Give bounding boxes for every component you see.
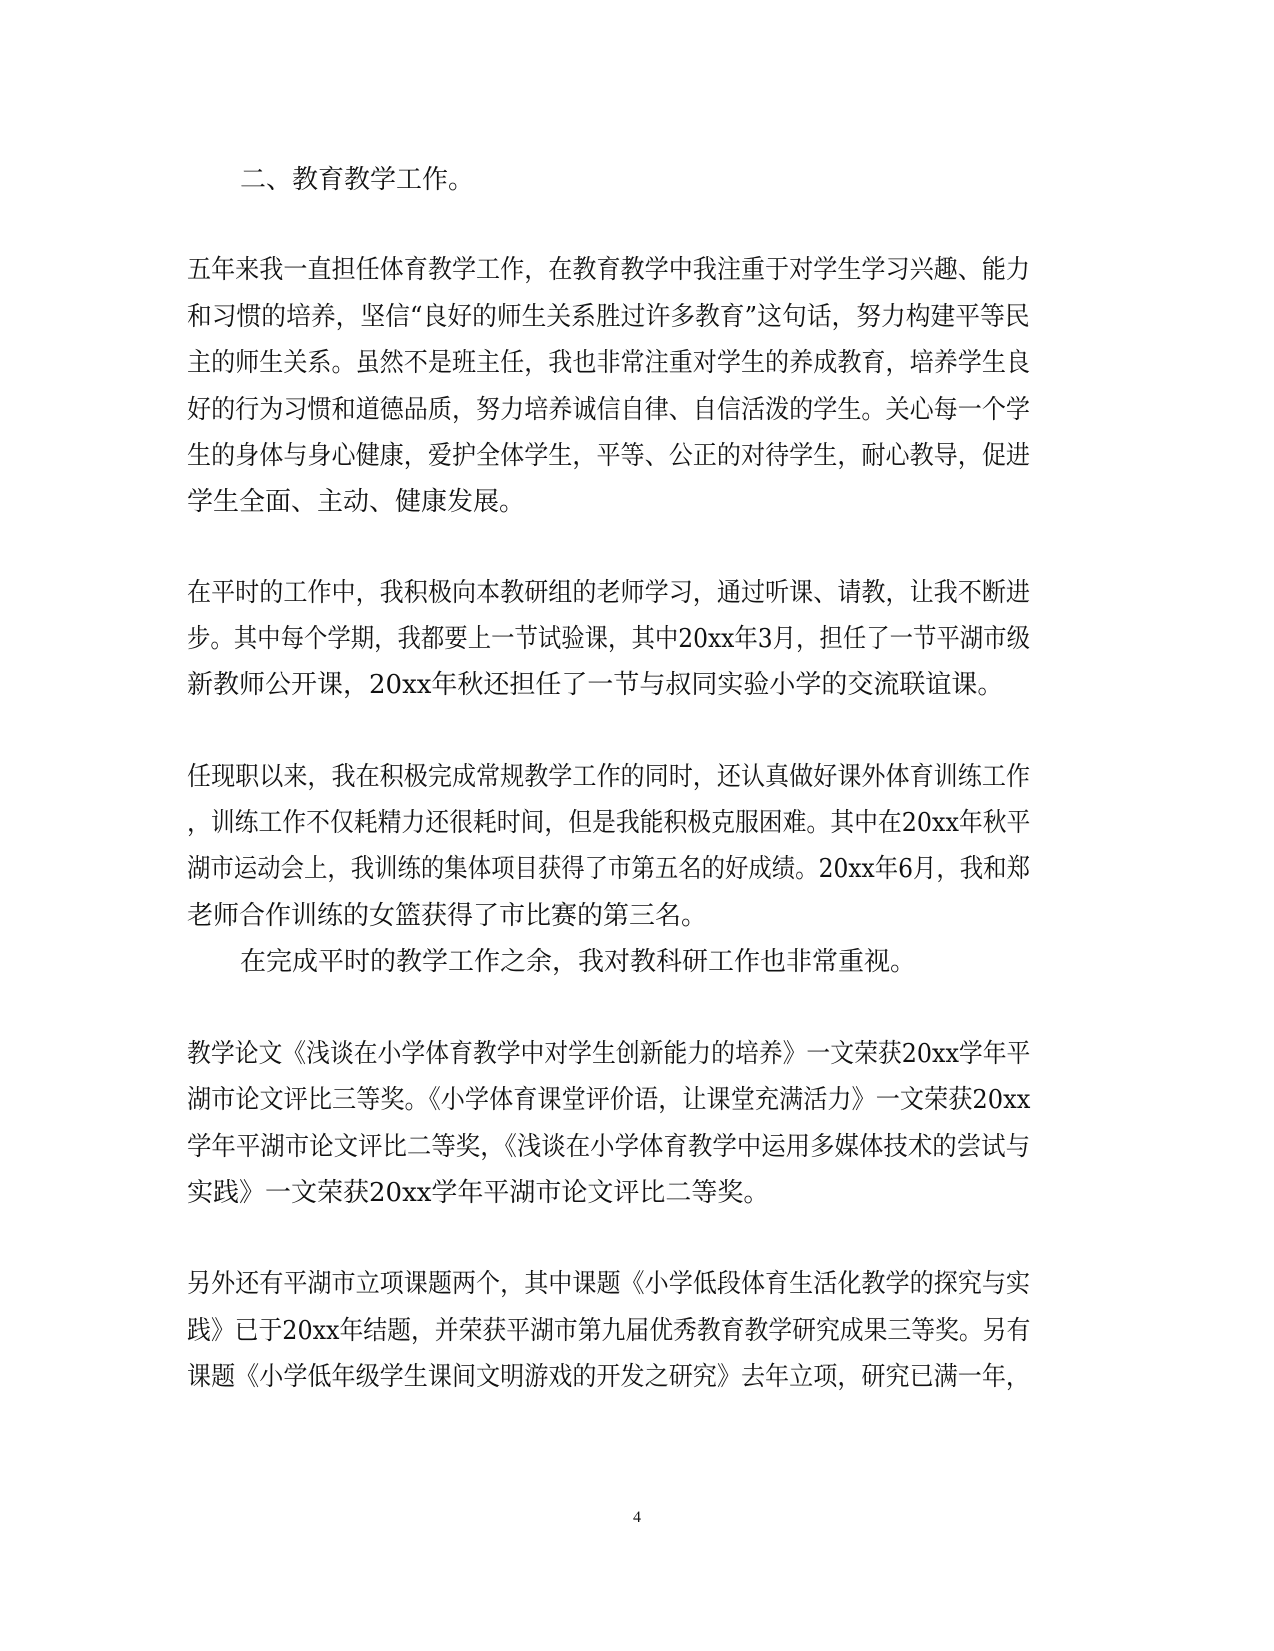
paragraph-6-line-1: 另外还有平湖市立项课题两个，其中课题《小学低段体育生活化教学的探究与实 [187, 1269, 1031, 1299]
paragraph-3-line-2: ，训练工作不仅耗精力还很耗时间，但是我能积极克服困难。其中在20xx年秋平 [187, 808, 1031, 838]
paragraph-1-line-2: 和习惯的培养，坚信“良好的师生关系胜过许多教育”这句话，努力构建平等民 [187, 302, 1030, 332]
paragraph-5-line-3: 学年平湖市论文评比二等奖，《浅谈在小学体育教学中运用多媒体技术的尝试与 [187, 1132, 1031, 1162]
paragraph-5-line-4: 实践》一文荣获20xx学年平湖市论文评比二等奖。 [187, 1178, 770, 1208]
paragraph-5-line-1: 教学论文《浅谈在小学体育教学中对学生创新能力的培养》一文荣获20xx学年平 [187, 1039, 1031, 1069]
page-number: 4 [633, 1509, 641, 1526]
paragraph-3-line-3: 湖市运动会上，我训练的集体项目获得了市第五名的好成绩。20xx年6月，我和郑 [187, 854, 1030, 884]
paragraph-6-line-2: 践》已于20xx年结题，并荣获平湖市第九届优秀教育教学研究成果三等奖。另有 [187, 1316, 1031, 1346]
paragraph-1-line-5: 生的身体与身心健康，爱护全体学生，平等、公正的对待学生，耐心教导，促进 [187, 441, 1031, 471]
paragraph-1-line-3: 主的师生关系。虽然不是班主任，我也非常注重对学生的养成教育，培养学生良 [187, 348, 1031, 378]
paragraph-6-line-3: 课题《小学低年级学生课间文明游戏的开发之研究》去年立项，研究已满一年， [187, 1362, 1031, 1392]
paragraph-1-line-1: 五年来我一直担任体育教学工作，在教育教学中我注重于对学生学习兴趣、能力 [187, 255, 1031, 285]
paragraph-2-line-3: 新教师公开课，20xx年秋还担任了一节与叔同实验小学的交流联谊课。 [187, 670, 1004, 700]
paragraph-3-line-1: 任现职以来，我在积极完成常规教学工作的同时，还认真做好课外体育训练工作 [187, 762, 1031, 792]
paragraph-2-line-1: 在平时的工作中，我积极向本教研组的老师学习，通过听课、请教，让我不断进 [187, 578, 1031, 608]
paragraph-1-line-6: 学生全面、主动、健康发展。 [187, 487, 526, 517]
paragraph-4-line-1: 在完成平时的教学工作之余，我对教科研工作也非常重视。 [240, 947, 917, 977]
paragraph-2-line-2: 步。其中每个学期，我都要上一节试验课，其中20xx年3月，担任了一节平湖市级 [187, 624, 1030, 654]
paragraph-5-line-2: 湖市论文评比三等奖。《小学体育课堂评价语，让课堂充满活力》一文荣获20xx [187, 1085, 1031, 1115]
paragraph-3-line-4: 老师合作训练的女篮获得了市比赛的第三名。 [187, 901, 708, 931]
section-heading: 二、教育教学工作。 [240, 165, 475, 195]
paragraph-1-line-4: 好的行为习惯和道德品质，努力培养诚信自律、自信活泼的学生。关心每一个学 [187, 395, 1031, 425]
